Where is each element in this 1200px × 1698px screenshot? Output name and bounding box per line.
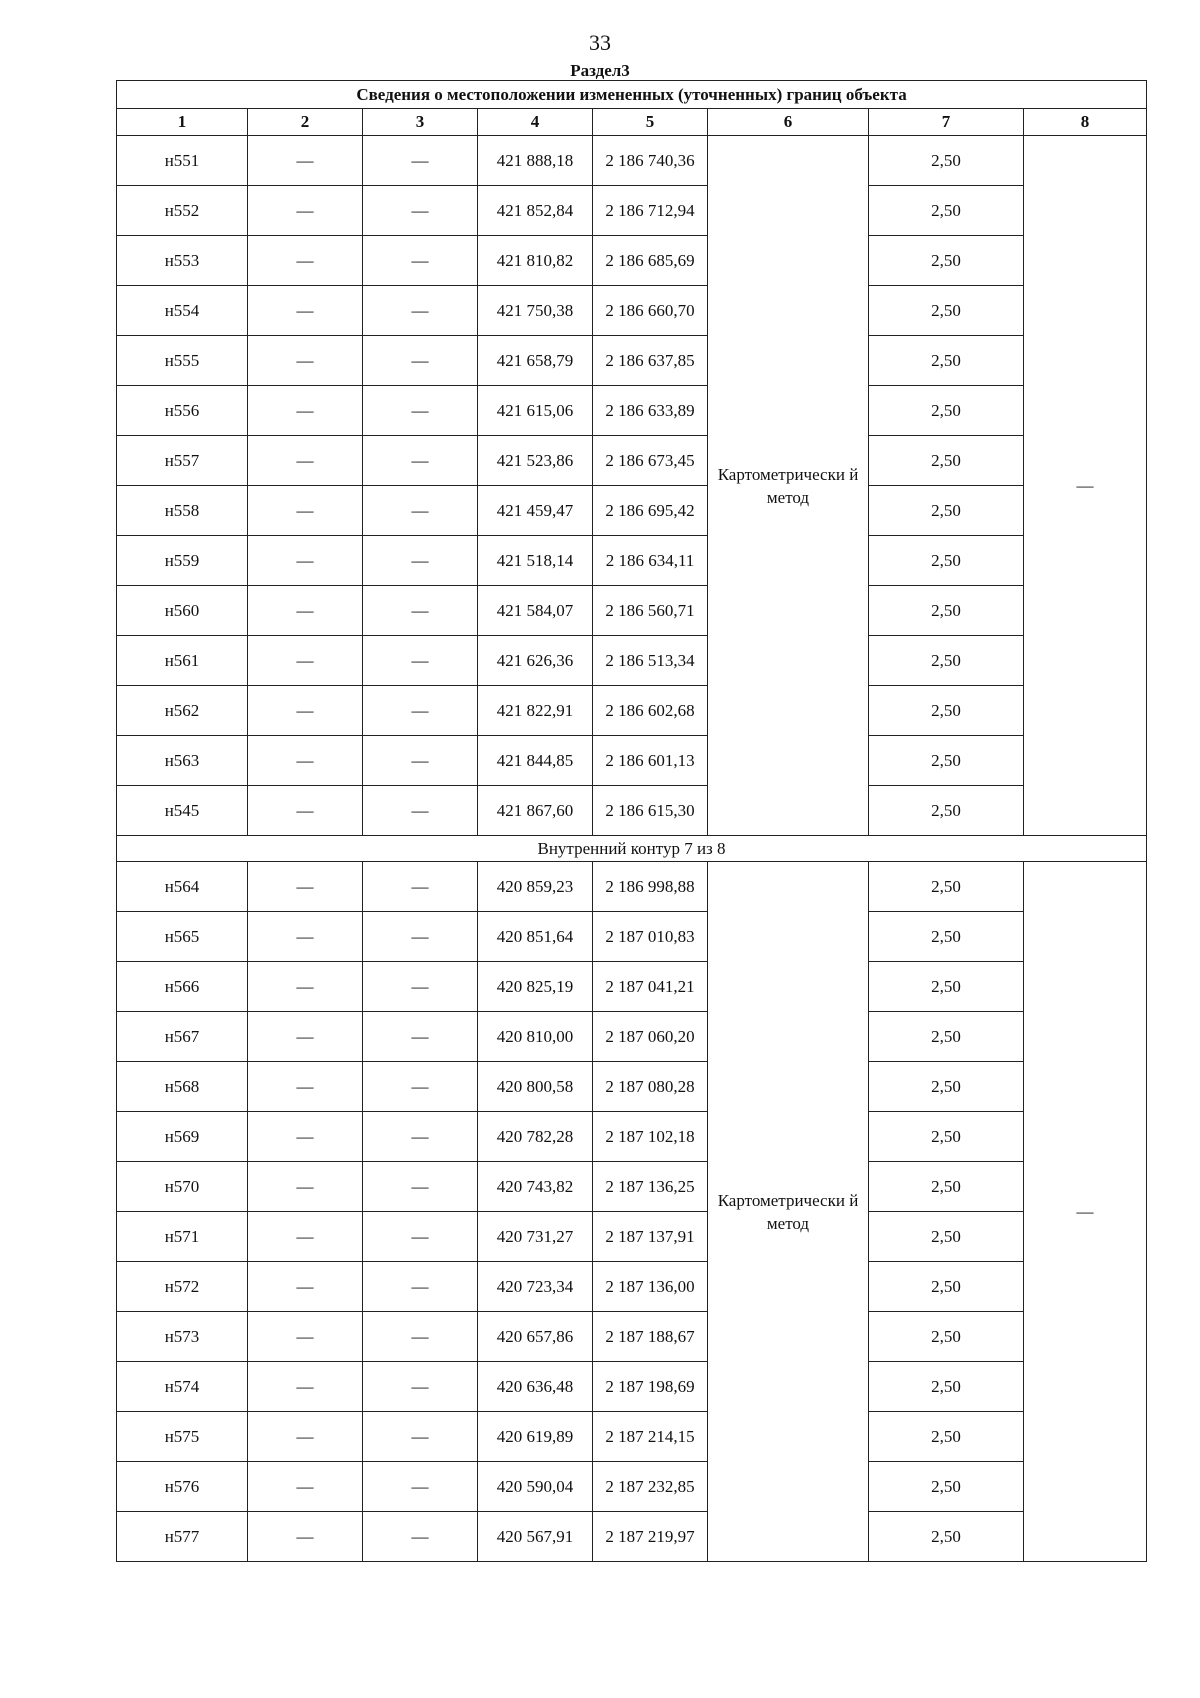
table-row [117,1112,1147,1162]
column3-cell: — [363,1462,478,1512]
column-header-row [117,109,1147,136]
column3-cell: — [363,862,478,912]
x-coordinate-cell: 421 615,06 [478,386,593,436]
column2-cell: — [248,686,363,736]
x-coordinate-cell: 420 731,27 [478,1212,593,1262]
y-coordinate-cell: 2 187 102,18 [593,1112,708,1162]
column2-cell: — [248,962,363,1012]
accuracy-cell: 2,50 [869,1462,1024,1512]
point-cell: н574 [117,1362,248,1412]
column-header-5: 5 [593,109,708,136]
accuracy-cell: 2,50 [869,236,1024,286]
x-coordinate-cell: 421 867,60 [478,786,593,836]
point-cell: н575 [117,1412,248,1462]
table-row [117,586,1147,636]
column3-cell: — [363,536,478,586]
point-cell: н545 [117,786,248,836]
x-coordinate-cell: 421 888,18 [478,136,593,186]
column2-cell: — [248,136,363,186]
accuracy-cell: 2,50 [869,536,1024,586]
column-header-7: 7 [869,109,1024,136]
column2-cell: — [248,1112,363,1162]
column3-cell: — [363,1112,478,1162]
point-cell: н551 [117,136,248,186]
column2-cell: — [248,186,363,236]
block-inner-contour-7 [117,862,1147,1562]
column2-cell: — [248,386,363,436]
column2-cell: — [248,1212,363,1262]
x-coordinate-cell: 421 626,36 [478,636,593,686]
page-number: 33 [589,30,611,55]
table-row [117,236,1147,286]
x-coordinate-cell: 421 844,85 [478,736,593,786]
point-cell: н565 [117,912,248,962]
column2-cell: — [248,236,363,286]
y-coordinate-cell: 2 186 513,34 [593,636,708,686]
column2-cell: — [248,536,363,586]
column-header-1: 1 [117,109,248,136]
column2-cell: — [248,862,363,912]
contour-label: Внутренний контур 7 из 8 [117,836,1147,862]
table-row [117,1162,1147,1212]
table-row [117,436,1147,486]
accuracy-cell: 2,50 [869,1512,1024,1562]
x-coordinate-cell: 420 810,00 [478,1012,593,1062]
accuracy-cell: 2,50 [869,1212,1024,1262]
column2-cell: — [248,786,363,836]
y-coordinate-cell: 2 187 136,25 [593,1162,708,1212]
column2-cell: — [248,1462,363,1512]
column-header-8: 8 [1024,109,1147,136]
accuracy-cell: 2,50 [869,1162,1024,1212]
section-title: Раздел3 [570,61,630,80]
y-coordinate-cell: 2 187 188,67 [593,1312,708,1362]
table-row [117,1362,1147,1412]
column3-cell: — [363,736,478,786]
table-row [117,736,1147,786]
y-coordinate-cell: 2 186 712,94 [593,186,708,236]
point-cell: н571 [117,1212,248,1262]
column3-cell: — [363,136,478,186]
y-coordinate-cell: 2 186 740,36 [593,136,708,186]
accuracy-cell: 2,50 [869,736,1024,786]
table-row [117,1512,1147,1562]
column2-cell: — [248,636,363,686]
point-cell: н552 [117,186,248,236]
table-row [117,1262,1147,1312]
table-row [117,1312,1147,1362]
column3-cell: — [363,1262,478,1312]
table-row [117,386,1147,436]
column3-cell: — [363,1412,478,1462]
column2-cell: — [248,336,363,386]
x-coordinate-cell: 420 636,48 [478,1362,593,1412]
column3-cell: — [363,1512,478,1562]
accuracy-cell: 2,50 [869,186,1024,236]
column3-cell: — [363,586,478,636]
point-cell: н554 [117,286,248,336]
y-coordinate-cell: 2 186 660,70 [593,286,708,336]
column3-cell: — [363,1362,478,1412]
column3-cell: — [363,236,478,286]
column2-cell: — [248,1262,363,1312]
y-coordinate-cell: 2 187 041,21 [593,962,708,1012]
point-cell: н555 [117,336,248,386]
accuracy-cell: 2,50 [869,1362,1024,1412]
x-coordinate-cell: 420 851,64 [478,912,593,962]
accuracy-cell: 2,50 [869,862,1024,912]
column2-cell: — [248,736,363,786]
column2-cell: — [248,1412,363,1462]
column3-cell: — [363,1312,478,1362]
column3-cell: — [363,636,478,686]
table-row [117,486,1147,536]
column3-cell: — [363,336,478,386]
point-cell: н566 [117,962,248,1012]
column2-cell: — [248,1162,363,1212]
accuracy-cell: 2,50 [869,1262,1024,1312]
accuracy-cell: 2,50 [869,1112,1024,1162]
column3-cell: — [363,286,478,336]
point-cell: н572 [117,1262,248,1312]
coordinates-table [116,80,1147,1562]
column3-cell: — [363,486,478,536]
accuracy-cell: 2,50 [869,962,1024,1012]
column2-cell: — [248,912,363,962]
y-coordinate-cell: 2 187 080,28 [593,1062,708,1112]
column3-cell: — [363,912,478,962]
y-coordinate-cell: 2 187 136,00 [593,1262,708,1312]
accuracy-cell: 2,50 [869,286,1024,336]
y-coordinate-cell: 2 186 637,85 [593,336,708,386]
point-cell: н569 [117,1112,248,1162]
table-row [117,962,1147,1012]
accuracy-cell: 2,50 [869,786,1024,836]
accuracy-cell: 2,50 [869,386,1024,436]
accuracy-cell: 2,50 [869,436,1024,486]
method-cell: Картометрически й метод [708,862,869,1562]
y-coordinate-cell: 2 186 685,69 [593,236,708,286]
y-coordinate-cell: 2 186 695,42 [593,486,708,536]
table-row [117,186,1147,236]
y-coordinate-cell: 2 186 601,13 [593,736,708,786]
accuracy-cell: 2,50 [869,336,1024,386]
x-coordinate-cell: 421 810,82 [478,236,593,286]
table-row [117,912,1147,962]
table-row [117,862,1147,912]
accuracy-cell: 2,50 [869,586,1024,636]
point-cell: н562 [117,686,248,736]
column2-cell: — [248,436,363,486]
column3-cell: — [363,1162,478,1212]
x-coordinate-cell: 420 825,19 [478,962,593,1012]
accuracy-cell: 2,50 [869,1312,1024,1362]
column3-cell: — [363,686,478,736]
table-row [117,1012,1147,1062]
y-coordinate-cell: 2 187 232,85 [593,1462,708,1512]
column3-cell: — [363,786,478,836]
x-coordinate-cell: 420 782,28 [478,1112,593,1162]
x-coordinate-cell: 421 459,47 [478,486,593,536]
x-coordinate-cell: 421 750,38 [478,286,593,336]
x-coordinate-cell: 420 859,23 [478,862,593,912]
column3-cell: — [363,1012,478,1062]
accuracy-cell: 2,50 [869,912,1024,962]
accuracy-cell: 2,50 [869,636,1024,686]
table-row [117,1462,1147,1512]
accuracy-cell: 2,50 [869,686,1024,736]
y-coordinate-cell: 2 187 219,97 [593,1512,708,1562]
point-cell: н568 [117,1062,248,1112]
point-cell: н563 [117,736,248,786]
x-coordinate-cell: 420 567,91 [478,1512,593,1562]
y-coordinate-cell: 2 187 137,91 [593,1212,708,1262]
column-header-4: 4 [478,109,593,136]
y-coordinate-cell: 2 186 633,89 [593,386,708,436]
x-coordinate-cell: 420 743,82 [478,1162,593,1212]
x-coordinate-cell: 421 658,79 [478,336,593,386]
column-header-2: 2 [248,109,363,136]
accuracy-cell: 2,50 [869,136,1024,186]
table-row [117,136,1147,186]
table-row [117,286,1147,336]
table-row [117,536,1147,586]
point-cell: н567 [117,1012,248,1062]
x-coordinate-cell: 420 800,58 [478,1062,593,1112]
column3-cell: — [363,186,478,236]
column-header-3: 3 [363,109,478,136]
x-coordinate-cell: 421 584,07 [478,586,593,636]
table-caption: Сведения о местоположении измененных (уточненных) границ объекта [117,81,1147,109]
column8-cell: — [1024,862,1147,1562]
accuracy-cell: 2,50 [869,1012,1024,1062]
column2-cell: — [248,1012,363,1062]
x-coordinate-cell: 420 657,86 [478,1312,593,1362]
x-coordinate-cell: 421 852,84 [478,186,593,236]
table-row [117,1212,1147,1262]
point-cell: н564 [117,862,248,912]
table-row [117,1062,1147,1112]
column2-cell: — [248,586,363,636]
column2-cell: — [248,1062,363,1112]
column3-cell: — [363,436,478,486]
block-outer-contour [117,136,1147,836]
point-cell: н577 [117,1512,248,1562]
column2-cell: — [248,1512,363,1562]
column-header-6: 6 [708,109,869,136]
point-cell: н560 [117,586,248,636]
x-coordinate-cell: 420 619,89 [478,1412,593,1462]
x-coordinate-cell: 421 822,91 [478,686,593,736]
y-coordinate-cell: 2 186 673,45 [593,436,708,486]
point-cell: н558 [117,486,248,536]
y-coordinate-cell: 2 187 214,15 [593,1412,708,1462]
y-coordinate-cell: 2 186 998,88 [593,862,708,912]
accuracy-cell: 2,50 [869,486,1024,536]
column3-cell: — [363,1062,478,1112]
table-row [117,786,1147,836]
column2-cell: — [248,1362,363,1412]
x-coordinate-cell: 421 518,14 [478,536,593,586]
point-cell: н556 [117,386,248,436]
accuracy-cell: 2,50 [869,1412,1024,1462]
table-row [117,336,1147,386]
column3-cell: — [363,386,478,436]
table-row [117,1412,1147,1462]
y-coordinate-cell: 2 187 198,69 [593,1362,708,1412]
y-coordinate-cell: 2 186 602,68 [593,686,708,736]
table-row [117,636,1147,686]
method-cell: Картометрически й метод [708,136,869,836]
point-cell: н553 [117,236,248,286]
column2-cell: — [248,1312,363,1362]
y-coordinate-cell: 2 186 560,71 [593,586,708,636]
x-coordinate-cell: 420 723,34 [478,1262,593,1312]
y-coordinate-cell: 2 187 060,20 [593,1012,708,1062]
table-row [117,686,1147,736]
point-cell: н557 [117,436,248,486]
column2-cell: — [248,486,363,536]
column3-cell: — [363,1212,478,1262]
column8-cell: — [1024,136,1147,836]
y-coordinate-cell: 2 186 615,30 [593,786,708,836]
column2-cell: — [248,286,363,336]
x-coordinate-cell: 421 523,86 [478,436,593,486]
point-cell: н576 [117,1462,248,1512]
y-coordinate-cell: 2 187 010,83 [593,912,708,962]
column3-cell: — [363,962,478,1012]
accuracy-cell: 2,50 [869,1062,1024,1112]
point-cell: н559 [117,536,248,586]
point-cell: н561 [117,636,248,686]
point-cell: н570 [117,1162,248,1212]
point-cell: н573 [117,1312,248,1362]
x-coordinate-cell: 420 590,04 [478,1462,593,1512]
y-coordinate-cell: 2 186 634,11 [593,536,708,586]
